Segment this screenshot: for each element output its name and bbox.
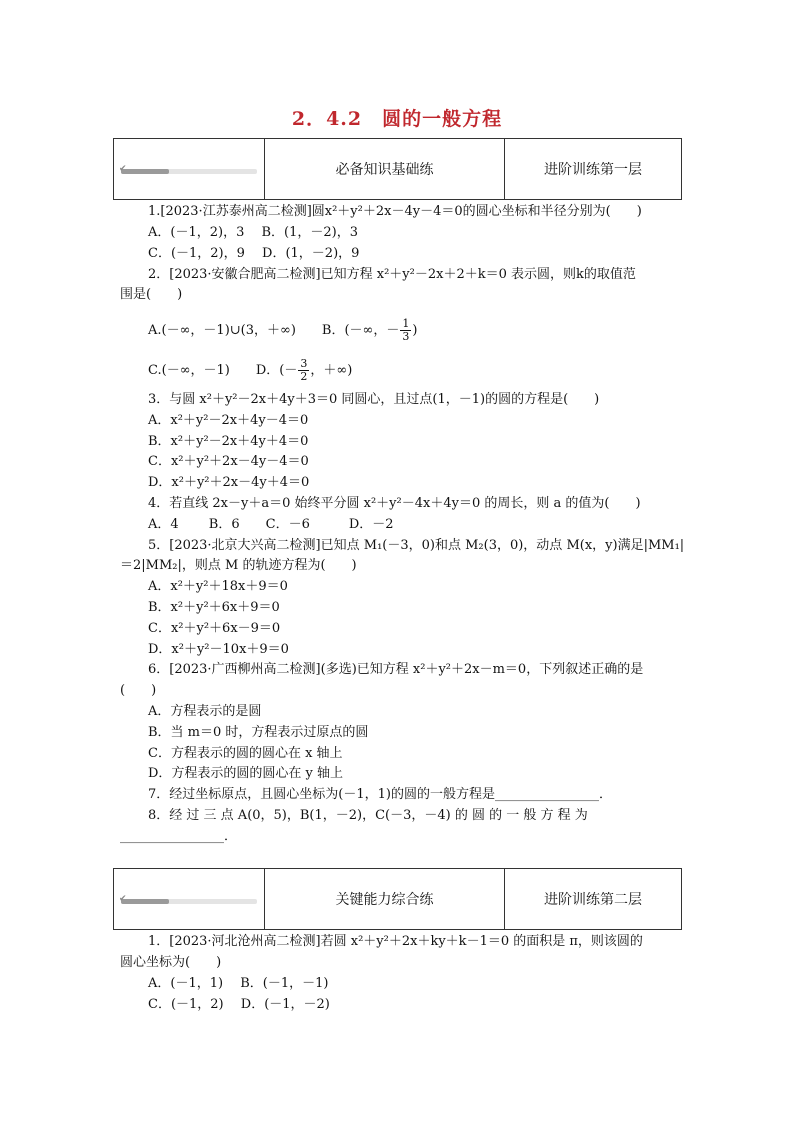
progress-cell bbox=[114, 139, 265, 199]
question-4: 4．若直线 2x－y＋a＝0 始终平分圆 x²＋y²－4x＋4y＝0 的周长，则 a 的值为( ) bbox=[148, 496, 641, 511]
denominator: 3 bbox=[402, 330, 410, 343]
option-line: A．4 B．6 C．－6 D．－2 bbox=[148, 517, 394, 532]
option-text: C.(－∞，－1) D．(－ bbox=[148, 363, 298, 378]
fraction bbox=[400, 318, 411, 343]
section-header-advanced bbox=[113, 868, 682, 930]
option-line: C．方程表示的圆的圆心在 x 轴上 bbox=[148, 746, 343, 761]
option-text: A.(－∞，－1)∪(3，＋∞) B．(－∞，－ bbox=[148, 323, 400, 338]
question-6-cont: ( ) bbox=[120, 683, 157, 698]
question-8-cont: ________________． bbox=[120, 829, 238, 844]
section-level: 进阶训练第一层 bbox=[544, 162, 642, 178]
progress-cell bbox=[114, 869, 265, 929]
option-line: C．x²＋y²＋6x－9＝0 bbox=[148, 621, 281, 636]
progress-fill bbox=[121, 899, 169, 904]
denominator: 2 bbox=[300, 370, 308, 383]
option-line-fraction bbox=[148, 318, 417, 343]
progress-bar bbox=[119, 164, 257, 174]
question-2: 2．[2023·安徽合肥高二检测]已知方程 x²＋y²－2x＋2＋k＝0 表示圆，则k的取值范 bbox=[148, 267, 636, 282]
option-line: A．x²＋y²＋18x＋9＝0 bbox=[148, 579, 288, 594]
question-6: 6．[2023·广西柳州高二检测](多选)已知方程 x²＋y²＋2x－m＝0，下列叙述正确的是 bbox=[148, 662, 644, 677]
section-title: 必备知识基础练 bbox=[265, 139, 505, 199]
numerator: 1 bbox=[402, 317, 410, 330]
option-line: B．x²＋y²－2x＋4y＋4＝0 bbox=[148, 434, 309, 449]
option-line-fraction bbox=[148, 358, 352, 383]
question-1b-cont: 圆心坐标为( ) bbox=[120, 955, 222, 970]
question-1: 1.[2023·江苏泰州高二检测]圆x²＋y²＋2x－4y－4＝0的圆心坐标和半径分别为( ) bbox=[148, 204, 642, 219]
check-icon: ✔ bbox=[119, 164, 127, 174]
option-line: C．(－1，2) D．(－1，－2) bbox=[148, 997, 330, 1012]
question-3: 3．与圆 x²＋y²－2x＋4y＋3＝0 同圆心，且过点(1，－1)的圆的方程是( ) bbox=[148, 392, 600, 407]
progress-fill bbox=[121, 169, 169, 174]
option-text: ) bbox=[412, 323, 418, 338]
option-line: D．x²＋y²＋2x－4y＋4＝0 bbox=[148, 475, 310, 490]
question-7: 7．经过坐标原点，且圆心坐标为(－1，1)的圆的一般方程是________________． bbox=[148, 787, 612, 802]
numerator: 3 bbox=[300, 357, 308, 370]
section-title: 关键能力综合练 bbox=[265, 869, 505, 929]
question-8: 8．经 过 三 点 A(0，5)，B(1，－2)，C(－3，－4) 的 圆 的 一 般 方 程 为 bbox=[148, 808, 588, 823]
question-2-cont: 围是( ) bbox=[120, 287, 183, 302]
progress-bar bbox=[119, 894, 257, 904]
option-text: ，＋∞) bbox=[310, 363, 353, 378]
option-line: D．x²＋y²－10x＋9＝0 bbox=[148, 642, 289, 657]
option-line: A．(－1，2)，3 B．(1，－2)，3 bbox=[148, 225, 358, 240]
fraction bbox=[298, 358, 309, 383]
option-line: C．x²＋y²＋2x－4y－4＝0 bbox=[148, 454, 309, 469]
check-icon: ✔ bbox=[119, 894, 127, 904]
section-level: 进阶训练第二层 bbox=[544, 892, 642, 908]
option-line: A．(－1，1) B．(－1，－1) bbox=[148, 976, 329, 991]
option-line: D．方程表示的圆的圆心在 y 轴上 bbox=[148, 766, 344, 781]
option-line: A．x²＋y²－2x＋4y－4＝0 bbox=[148, 413, 309, 428]
question-5-cont: ＝2|MM₂|，则点 M 的轨迹方程为( ) bbox=[120, 558, 357, 573]
option-line: A．方程表示的是圆 bbox=[148, 704, 262, 719]
option-line: B．当 m＝0 时，方程表示过原点的圆 bbox=[148, 725, 369, 740]
question-1b: 1．[2023·河北沧州高二检测]若圆 x²＋y²＋2x＋ky＋k－1＝0 的面积是 π，则该圆的 bbox=[148, 934, 643, 949]
page-title: 2．4.2 圆的一般方程 bbox=[291, 108, 503, 130]
section-header-basic bbox=[113, 138, 682, 200]
option-line: B．x²＋y²＋6x＋9＝0 bbox=[148, 600, 280, 615]
question-5: 5．[2023·北京大兴高二检测]已知点 M₁(－3，0)和点 M₂(3，0)，动点 M(x，y)满足|MM₁| bbox=[148, 538, 685, 553]
option-line: C．(－1，2)，9 D．(1，－2)，9 bbox=[148, 246, 360, 261]
